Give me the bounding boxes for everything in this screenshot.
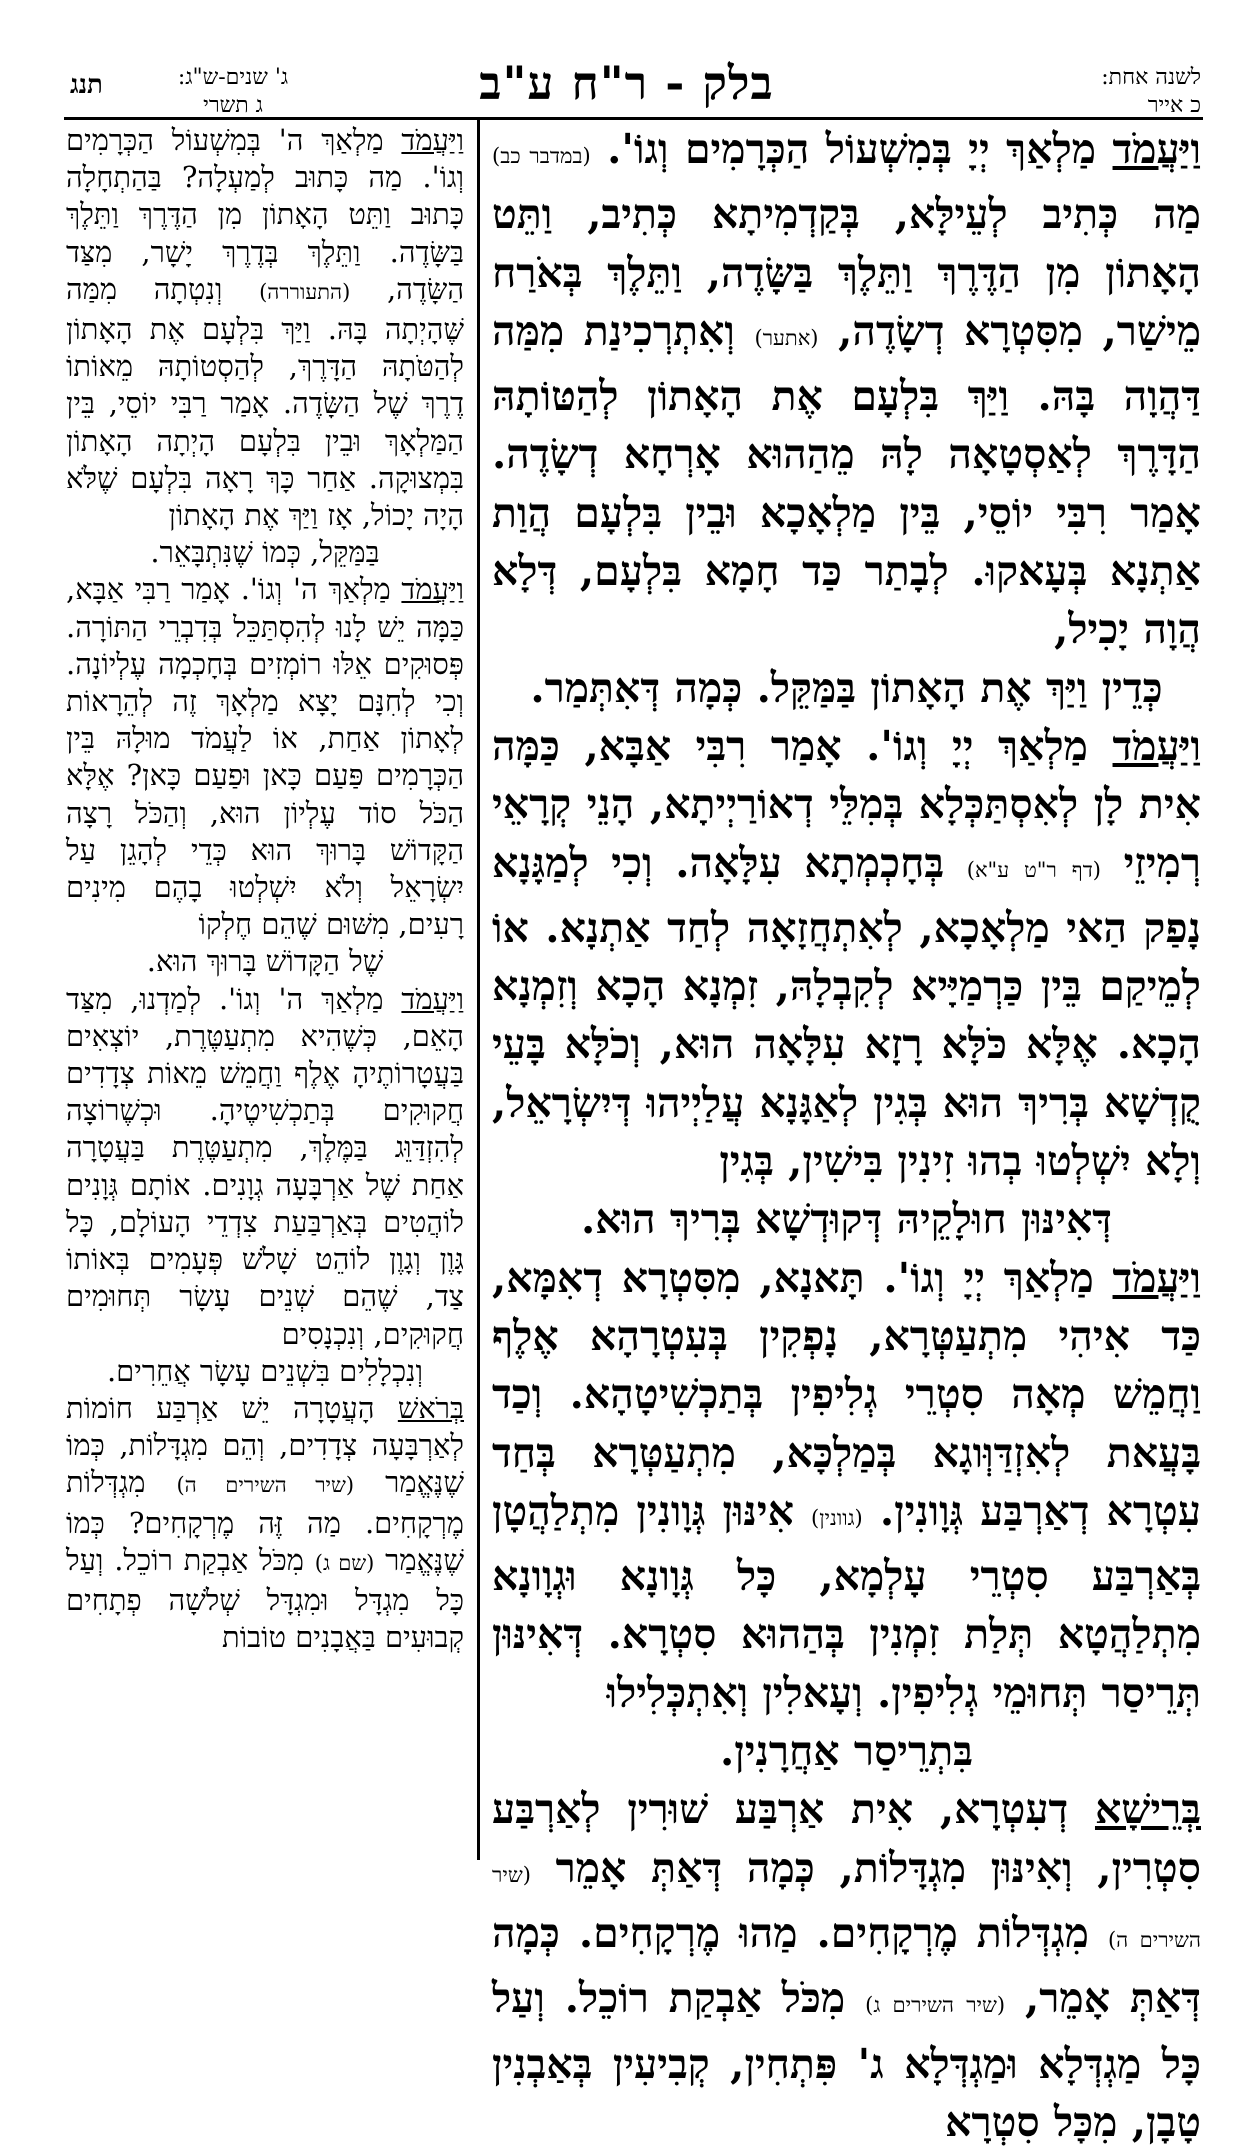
reading-schedule-three-years	[138, 64, 328, 120]
variant-note: (התעוררה)	[259, 279, 351, 304]
source-reference: (שיר השירים ה)	[176, 1473, 355, 1498]
source-reference: (במדבר כב)	[492, 144, 591, 168]
source-reference: (שיר השירים ג)	[865, 1993, 1006, 2018]
main-paragraph	[492, 1249, 1201, 1722]
source-reference: (שיר השירים ה)	[492, 1862, 1202, 1952]
paragraph-text: אִינּוּן גְּוָונִין מִתְלַהֲטָן בְּאַרְבַּע סִטְרֵי עָלְמָא, כָּל גְּוָונָא וּגְוָונָא מִתְלַהֲטָא תְּלַת זִמְנִין בְּהַהוּא סִטְרָא. דְּאִינּוּן תְּרֵיסַר תְּחוּמֵי גְלִיפִין. וְעָאלִין וְאִתְכְּלִילוּ	[492, 1486, 1201, 1717]
paragraph-text: וְאִתְרְכִינַת מִמַּה דַּהֲוָה בָּהּ. וַיַּךְ בִּלְעָם אֶת הָאָתוֹן לְהַטּוֹתָהּ הַדָּרֶךְ לְאַסְטָאָה לָהּ מֵהַהוּא אָרְחָא דְשָׂדֶה. אָמַר רִבִּי יוֹסֵי, בֵּין מַלְאָכָא וּבֵין בִּלְעָם הֲוַת אַתְנָא בְּעָאקוּ. לְבָתַר כַּד חָמָא בִּלְעָם, דְּלָא הֲוָה יָכִיל,	[492, 306, 1201, 654]
variant-note: (גוונין)	[811, 1505, 863, 1530]
paragraph-text: מִכֹּל אַבְקַת רוֹכֵל. וְעַל כָּל מַגְדְּלָא וּמַגְדְּלָא ג' פִּתְחִין, קְבִיעִין בְּאַבְנִין טָבָן, מִכָּל סִטְרָא	[492, 1974, 1201, 2146]
main-paragraph	[492, 717, 1201, 1190]
page-number: תנג	[70, 70, 103, 100]
schedule-label: לשנה אחת:	[1101, 65, 1201, 90]
source-reference: (דף ר"ט ע"א)	[966, 857, 1101, 882]
paragraph-lead-word: וַיַּעֲמֹד	[1112, 721, 1201, 770]
paragraph-lead-word: וַיַּעֲמֹד	[1112, 125, 1201, 173]
paragraph-text: מִכֹּל אַבְקַת רוֹכֵל. וְעַל כָּל מִגְדָּל וּמִגְדָּל שְׁלֹשָׁה פְתָחִים קְבוּעִים בַּאֲבָנִים טוֹבוֹת	[66, 1542, 464, 1655]
paragraph-lead-word: בְּרֵישָׁא	[1094, 1785, 1201, 1834]
schedule-date: כ אייר	[1147, 93, 1201, 118]
variant-note: (אתער)	[754, 325, 819, 350]
translation-paragraph	[66, 571, 464, 943]
paragraph-lead-word: בְּרֹאשׁ	[397, 1390, 464, 1425]
schedule-label: ג' שנים-ש"ג:	[177, 65, 289, 90]
translation-paragraph	[66, 981, 464, 1353]
paragraph-text: מַלְאַךְ יְיָ וְגוֹ'. אָמַר רִבִּי אַבָּא, כַּמָּה אִית לָן לְאִסְתַּכְּלָא בְּמִלֵּי דְאוֹרַיְיתָא, הָנֵי קְרָאֵי רְמִיזֵי	[492, 721, 1201, 887]
paragraph-text: בְּחָכְמְתָא עִלָּאָה. וְכִי לְמַגָּנָא נָפַק הַאי מַלְאָכָא, לְאִתְחֲזָאָה לְחַד אַתְנָא. אוֹ לְמֵיקַם בֵּין כַּרְמַיָּיא לְקִבְלָהּ, זִמְנָא הָכָא וְזִמְנָא הָכָא. אֶלָּא כֹּלָּא רָזָא עִלָּאָה הוּא, וְכֹלָּא בָּעֵי קֻדְשָׁא בְּרִיךְ הוּא בְּגִין לְאַגָּנָא עֲלַיְיהוּ דְּיִשְׂרָאֵל, וְלָא יִשְׁלְטוּ בְהוּ זִינִין בִּישִׁין, בְּגִין	[492, 838, 1201, 1186]
paragraph-lead-word: וַיַּעֲמֹד	[401, 572, 464, 607]
source-reference: (שם ג)	[314, 1550, 375, 1575]
translation-paragraph	[66, 122, 464, 534]
column-divider	[477, 120, 480, 1860]
translation-column	[66, 122, 464, 1656]
main-paragraph-closing-line: כְּדֵין וַיַּךְ אֶת הָאָתוֹן בַּמַּקֵּל. כְּמָה דְּאִתְּמַר.	[530, 663, 1163, 712]
paragraph-text: וְנִטְתָה מִמַּה שֶּׁהָיְתָה בָּהּ. וַיַּךְ בִּלְעָם אֶת הָאָתוֹן לְהַטֹּתָהּ הַדָּרֶךְ, לְהַסְטוֹתָהּ מֵאוֹתוֹ דֶרֶךְ שֶׁל הַשָּׂדֶה. אָמַר רַבִּי יוֹסֵי, בֵּין הַמַּלְאָךְ וּבֵין בִּלְעָם הָיְתָה הָאָתוֹן בִּמְצוּקָה. אַחַר כָּךְ רָאָה בִּלְעָם שֶׁלֹּא הָיָה יָכוֹל, אָז וַיַּךְ אֶת הָאָתוֹן	[66, 271, 464, 533]
paragraph-text: מַלְאַךְ ה' וְגוֹ'. אָמַר רַבִּי אַבָּא, כַּמָּה יֵשׁ לָנוּ לְהִסְתַּכֵּל בְּדִבְרֵי הַתּוֹרָה. פְּסוּקִים אֵלּוּ רוֹמְזִים בְּחָכְמָה עֶלְיוֹנָה. וְכִי לְחִנָּם יָצָא מַלְאָךְ זֶה לְהֵרָאוֹת לְאָתוֹן אַחַת, אוֹ לַעֲמֹד מוּלָהּ בֵּין הַכְּרָמִים פַּעַם כָּאן וּפַעַם כָּאן? אֶלָּא הַכֹּל סוֹד עֶלְיוֹן הוּא, וְהַכֹּל רָצָה הַקָּדוֹשׁ בָּרוּךְ הוּא כְּדֵי לְהָגֵן עַל יִשְׂרָאֵל וְלֹא יִשְׁלְטוּ בָהֶם מִינִים רָעִים, מִשּׁוּם שֶׁהֵם חֶלְקוֹ	[66, 572, 464, 942]
main-paragraph-closing-line: בִּתְרֵיסַר אַחֲרָנִין.	[720, 1727, 973, 1776]
paragraph-text: הָעֲטָרָה יֵשׁ אַרְבַּע חוֹמוֹת לְאַרְבָּעָה צְדָדִים, וְהֵם מִגְדָּלוֹת, כְּמוֹ שֶׁנֶּאֱמַר	[66, 1390, 464, 1500]
paragraph-text: מִגְדְּלוֹת מֶרְקָחִים. מַהוּ מֶרְקָחִים. כְּמָה דְּאַתְּ אָמֵר,	[492, 1908, 1201, 2023]
paragraph-text: מִגְדְּלוֹת מֶרְקָחִים. מַה זֶּה מֶרְקָחִים? כְּמוֹ שֶׁנֶּאֱמַר	[66, 1465, 464, 1577]
translation-paragraph	[66, 1390, 464, 1656]
paragraph-text: מַלְאַךְ ה' וְגוֹ'. לְמַדְנוּ, מִצַּד הָאֵם, כְּשֶׁהִיא מִתְעַטֶּרֶת, יוֹצְאִים בַּעֲטָרוֹתֶיהָ אֶלֶף וַחֲמֵשׁ מֵאוֹת צְדָדִים חֲקוּקִים בְּתַכְשִׁיטֶיהָ. וּכְשֶׁרוֹצָה לְהִזְדַּוֵּג בַּמֶּלֶךְ, מִתְעַטֶּרֶת בַּעֲטָרָה אַחַת שֶׁל אַרְבָּעָה גְוָנִים. אוֹתָם גְּוָנִים לוֹהֲטִים בְּאַרְבַּעַת צִדְדֵי הָעוֹלָם, כָּל גָּוֶן וְגָוֶן לוֹהֵט שָׁלֹשׁ פְּעָמִים בְּאוֹתוֹ צַד, שֶׁהֵם שְׁנֵים עָשָׂר תְּחוּמִים חֲקוּקִים, וְנִכְנָסִים	[66, 981, 464, 1351]
schedule-date: ג תשרי	[203, 93, 263, 118]
translation-paragraph-closing-line: שֶׁל הַקָּדוֹשׁ בָּרוּךְ הוּא.	[146, 944, 384, 979]
paragraph-lead-word: וַיַּעֲמֹד	[1112, 1253, 1201, 1302]
translation-paragraph-closing-line: וְנִכְלָלִים בִּשְׁנֵים עָשָׂר אֲחֵרִים.	[106, 1353, 424, 1388]
paragraph-text: מַלְאַךְ יְיָ וְגוֹ'. תָּאנָא, מִסִּטְרָא דְאִמָּא, כַּד אִיהִי מִתְעַטְּרָא, נָפְקִין בְּעִטְרָהָא אֶלֶף וַחֲמֵשׁ מְאָה סִטְרֵי גְלִיפִין בְּתַכְשִׁיטָהָא. וְכַד בָּעֲאת לְאִזְדַּוְּוגָא בְּמַלְכָּא, מִתְעַטְּרָא בְּחַד עִטְרָא דְאַרְבַּע גְּוָונִין.	[492, 1253, 1201, 1535]
paragraph-lead-word: וַיַּעֲמֹד	[401, 123, 464, 157]
paragraph-text: מַלְאַךְ ה' בְּמִשְׁעוֹל הַכְּרָמִים וְגוֹ'. מַה כָּתוּב לְמַעְלָה? בַּהַתְחָלָה כָּתוּב וַתֵּט הָאָתוֹן מִן הַדֶּרֶךְ וַתֵּלֶךְ בַּשָּׂדֶה. וַתֵּלֶךְ בְּדֶרֶךְ יָשָׁר, מִצַּד הַשָּׂדֶה,	[66, 123, 465, 306]
main-paragraph-closing-line: דְּאִינּוּן חוּלָקֵיהּ דְּקוּדְשָׁא בְּרִיךְ הוּא.	[580, 1195, 1113, 1244]
main-paragraph	[492, 120, 1201, 659]
main-paragraph	[492, 1780, 1201, 2151]
paragraph-text: מַלְאַךְ יְיָ בְּמִשְׁעוֹל הַכְּרָמִים וְגוֹ'.	[590, 125, 1113, 173]
paragraph-lead-word: וַיַּעֲמֹד	[401, 981, 464, 1016]
page-title: בלק - ר"ח ע"ב	[479, 56, 774, 110]
paragraph-text: מַה כְּתִיב לְעֵילָּא, בְּקַדְמִיתָא כְּתִיב, וַתֵּט הָאָתוֹן מִן הַדֶּרֶךְ וַתֵּלֶךְ בַּשָּׂדֶה, וַתֵּלֶךְ בְּאֹרַח מֵישַׁר, מִסִּטְרָא דְשָׂדֶה,	[492, 190, 1202, 355]
translation-paragraph-closing-line: בַּמַּקֵּל, כְּמוֹ שֶׁנִּתְבָּאֵר.	[150, 535, 380, 570]
paragraph-text: דְעִטְרָא, אִית אַרְבַּע שׁוּרִין לְאַרְבַּע סִטְרִין, וְאִינּוּן מִגְדָּלוֹת, כְּמָה דְּאַתְּ אָמֵר	[492, 1785, 1201, 1892]
main-text-column	[492, 120, 1201, 2151]
